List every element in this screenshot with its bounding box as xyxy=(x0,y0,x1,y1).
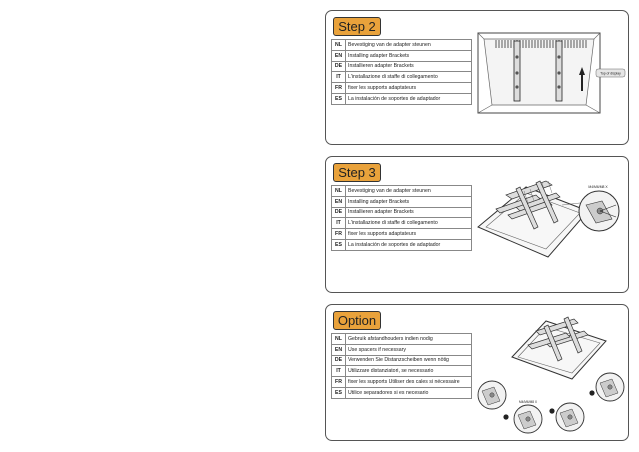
table-row: ES La instalación de soportes de adaptador xyxy=(332,239,472,250)
table-row: FR fixer les supports Utiliser des cales si nécessaire xyxy=(332,377,472,388)
table-row: ES Utilice separadores si es necesario xyxy=(332,387,472,398)
table-row: FR fixer les supports adaptateurs xyxy=(332,229,472,240)
table-row: DE Installieren adapter Brackets xyxy=(332,207,472,218)
table-row: EN Installing adapter Brackets xyxy=(332,50,472,61)
step-3-illustration xyxy=(476,171,628,281)
table-row: NL Bevestiging van de adapter steunen xyxy=(332,40,472,51)
step-3-label: Step 3 xyxy=(333,163,381,182)
step-2-language-table xyxy=(331,39,472,105)
table-row: EN Installing adapter Brackets xyxy=(332,196,472,207)
table-row: NL Gebruik afstandhouders indien nodig xyxy=(332,334,472,345)
table-row: EN Use spacers if necessary xyxy=(332,344,472,355)
table-row: DE Installieren adapter Brackets xyxy=(332,61,472,72)
step-3-language-table xyxy=(331,185,472,251)
table-row: DE Verwenden Sie Distanzscheiben wenn nötig xyxy=(332,355,472,366)
table-row: FR fixer les supports adaptateurs xyxy=(332,83,472,94)
screw-size-note: M4/M6/M8 X xyxy=(518,400,538,404)
screw-size-note: M4/M6/M8 X xyxy=(588,185,608,189)
option-panel xyxy=(325,304,629,441)
table-row: IT L'installazione di staffe di collegamento xyxy=(332,218,472,229)
top-of-display-note: Top of display xyxy=(600,71,621,76)
step-2-panel xyxy=(325,10,629,145)
table-row: IT Utilizzare distanziatori, se necessario xyxy=(332,366,472,377)
step-2-label: Step 2 xyxy=(333,17,381,36)
step-2-illustration xyxy=(476,29,626,129)
table-row: NL Bevestiging van de adapter steunen xyxy=(332,186,472,197)
step-3-panel xyxy=(325,156,629,293)
option-illustration xyxy=(476,311,628,439)
option-label: Option xyxy=(333,311,381,330)
option-language-table xyxy=(331,333,472,399)
table-row: IT L'installazione di staffe di collegamento xyxy=(332,72,472,83)
table-row: ES La instalación de soportes de adaptador xyxy=(332,93,472,104)
